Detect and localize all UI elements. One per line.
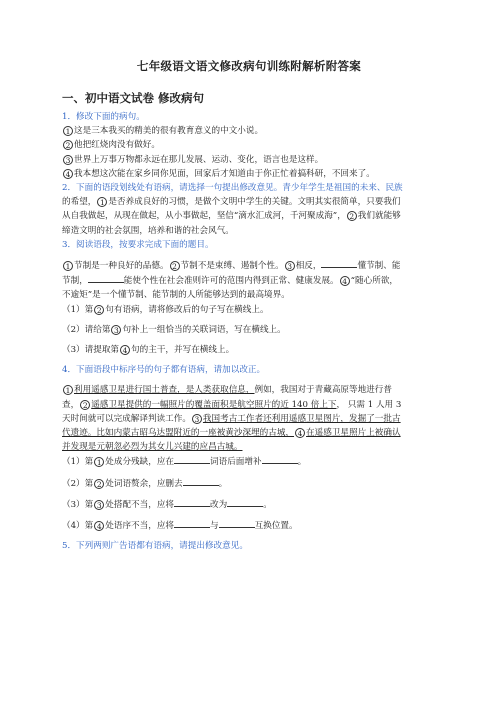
q3-passage-line: 不逾矩”是一个懂节制、能节制的人所能够达到的最高境界。 [62, 290, 290, 301]
q4-passage-line [62, 398, 436, 412]
answer-blank[interactable] [227, 497, 263, 507]
q3-text: 节制， [62, 276, 88, 287]
q4-text: 查， [62, 399, 80, 410]
question-1-heading: 1．修改下面的病句。 [62, 112, 145, 122]
question-5-heading: 5．下列两则广告语都有语病，请提出修改意见。 [62, 541, 248, 552]
answer-blank[interactable] [174, 518, 210, 528]
q2-text: 我们就能够 [357, 211, 401, 222]
q2-text: 是否养成良好的习惯，是做个文明中学生的关键。文明其实很简单，只要我们 [108, 197, 401, 208]
circled-number: 2 [170, 261, 180, 271]
q4-passage-line [62, 412, 436, 426]
circled-number: 4 [120, 345, 130, 355]
q4-text: 在遥感卫星照片上被确认 [306, 428, 401, 439]
q3-passage-line [62, 273, 436, 288]
circled-number: 2 [347, 211, 357, 221]
q4-text: 我国考古工作者还利用遥感卫星图片，发掘了一批古 [202, 413, 401, 424]
q1-item [62, 167, 436, 181]
q4-text: 改为 [210, 499, 228, 510]
q4-text: 。 [297, 457, 307, 468]
q3-subquestion-3 [62, 343, 436, 357]
q1-item [62, 124, 436, 138]
q4-subquestion-1 [62, 454, 436, 469]
circled-number: 2 [94, 305, 104, 315]
answer-blank[interactable] [174, 454, 210, 464]
q4-text: 例如，我国对于青藏高原等地进行普 [254, 385, 392, 396]
circled-number: 1 [63, 385, 73, 395]
q3-text: 节制不是束缚、遏制个性。 [180, 261, 284, 272]
q1-item [62, 138, 436, 152]
q1-item-text: 这是三本我买的精美的很有教育意义的中文小说。 [74, 126, 264, 137]
q4-text: 利用遥感卫星进行国土普查，是人类获取信息， [74, 385, 255, 396]
answer-blank[interactable] [321, 258, 357, 268]
circled-number: 4 [295, 428, 305, 438]
circled-number: 3 [192, 414, 202, 424]
q4-text: 互换位置。 [254, 521, 298, 532]
circled-number: 4 [94, 521, 104, 531]
answer-blank[interactable] [219, 518, 255, 528]
question-4-heading: 4．下面语段中标序号的句子都有语病，请加以改正。 [62, 365, 266, 376]
circled-number: 1 [94, 457, 104, 467]
circled-number: 1 [97, 197, 107, 207]
q1-item-text: 世界上万事万物都永远在那儿发展、运动、变化，语言也是这样。 [74, 154, 324, 165]
circled-number: 3 [285, 261, 295, 271]
q4-subquestion-2 [62, 476, 436, 491]
answer-blank[interactable] [262, 454, 298, 464]
q4-text: 与 [210, 521, 219, 532]
circled-number: 1 [63, 126, 73, 136]
question-3-heading: 3．阅读语段，按要求完成下面的题目。 [62, 239, 214, 250]
q4-text: 处语序不当，应将 [105, 521, 175, 532]
question-2-heading: 2．下面的语段划线处有语病，请选择一句提出修改意见。青少年学生是祖国的未来、民族 [62, 183, 403, 194]
circled-number: 2 [94, 479, 104, 489]
q1-item-text: 他把红烧肉没有做好。 [74, 140, 160, 151]
q3-passage-line [62, 258, 436, 273]
q2-line: 缔造文明的社会氛围，培养和谐的社会风气。 [62, 225, 234, 236]
circled-number: 1 [63, 261, 73, 271]
circled-number: 2 [63, 140, 73, 150]
q3-text: （3）请提取第 [62, 345, 120, 356]
q2-text: 从自我做起，从现在做起，从小事做起，坚信“滴水汇成河，千河聚成海”， [62, 211, 346, 222]
q3-text: （1）第 [62, 304, 94, 315]
q4-passage-line [62, 426, 436, 440]
circled-number: 4 [63, 169, 73, 179]
q3-text: 句补上一组恰当的关联词语，写在横线上。 [122, 324, 286, 335]
q1-item-text: 我本想这次能在家乡同你见面，回家后才知道由于你正忙着搞科研，不回来了。 [74, 168, 375, 179]
q2-line [62, 209, 436, 223]
q3-text: 句有语病，请将修改后的句子写在横线上。 [105, 304, 269, 315]
q3-text: “随心所欲， [350, 276, 399, 287]
answer-blank[interactable] [174, 497, 210, 507]
q4-subquestion-3 [62, 497, 436, 512]
answer-blank[interactable] [183, 476, 219, 486]
q4-text: （3）第 [62, 499, 94, 510]
q1-item [62, 153, 436, 167]
q2-line [62, 195, 436, 209]
q4-text: 处词语赘余，应删去 [105, 478, 183, 489]
q3-text: 相反， [295, 261, 322, 272]
q4-text: 代遗迹。比如内蒙古昭乌达盟附近的一座被黄沙深埋的古城， [62, 428, 295, 439]
q4-text: （1）第 [62, 457, 94, 468]
circled-number: 4 [340, 276, 350, 286]
circled-number: 3 [94, 500, 104, 510]
q4-text: ， 只需 1 人用 3 [336, 399, 402, 410]
q2-text: 的希望， [62, 197, 97, 208]
q4-subquestion-4 [62, 518, 436, 533]
q4-text: （4）第 [62, 521, 94, 532]
q3-text: 能使个性在社会准则许可的范围内得到正常、健康发展。 [123, 276, 339, 287]
section-heading: 一、初中语文试卷 修改病句 [62, 91, 205, 105]
q4-passage-line [62, 383, 436, 397]
circled-number: 3 [111, 325, 121, 335]
page-title: 七年级语文语文修改病句训练附解析附答案 [136, 59, 362, 73]
q4-text: （2）第 [62, 478, 94, 489]
q4-text: 天时间就可以完成解译判读工作。 [62, 413, 191, 424]
q4-text: 处搭配不当，应将 [105, 499, 175, 510]
circled-number: 3 [63, 155, 73, 165]
answer-blank[interactable] [88, 273, 124, 283]
q4-text: 处成分残缺，应在 [105, 457, 175, 468]
q4-passage-line: 并发现是元朝忽必烈为其女儿兴建的应昌古城。 [62, 442, 243, 453]
q3-subquestion-1 [62, 303, 436, 317]
q3-subquestion-2 [62, 323, 436, 337]
q4-text: 遥感卫星提供的一幅照片的覆盖面积是航空照片的近 140 倍上下 [91, 399, 337, 410]
q3-text: 懂节制、能 [357, 261, 401, 272]
q4-text: 。 [263, 499, 272, 510]
q3-text: 节制是一种良好的品德。 [74, 261, 169, 272]
q3-text: （2）请给第 [62, 324, 111, 335]
circled-number: 2 [80, 400, 90, 410]
q4-text: 词语后面增补 [210, 457, 262, 468]
q4-text: 。 [218, 478, 228, 489]
q3-text: 句的主干，并写在横线上。 [131, 345, 235, 356]
